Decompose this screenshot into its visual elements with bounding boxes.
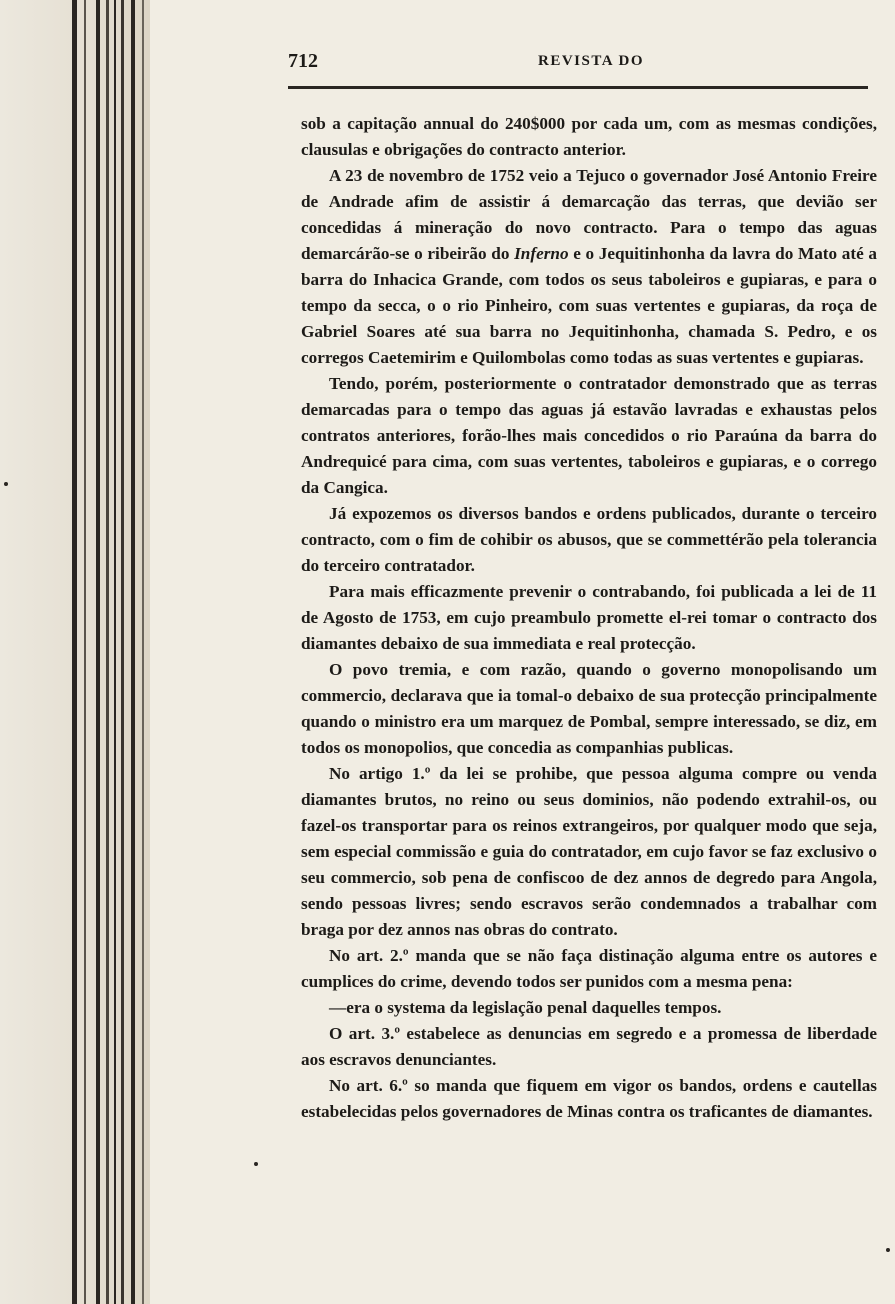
paragraph: —era o systema da legislação penal daquelles tempos.: [329, 998, 722, 1017]
paragraph-text: e o Jequitinhonha da lavra do Mato até a barra do Inhacica Grande, com todos os seus taboleiros e gupiaras, e para o tempo da secca, o o rio Pinheiro, com suas vertentes e gupiaras, da roça de Gabriel Soares até sua barra no Jequitinhonha, chamada S. Pedro, e os corregos Caetemirim e Quilombolas como todas as suas vertentes e gupiaras.: [301, 244, 877, 367]
running-title: REVISTA DO: [538, 53, 644, 69]
binding-line: [72, 0, 77, 1304]
binding-line: [121, 0, 124, 1304]
paragraph: O art. 3.º estabelece as denuncias em segredo e a promessa de liberdade aos escravos denunciantes.: [301, 1024, 877, 1069]
binding-line: [106, 0, 109, 1304]
paragraph: No artigo 1.º da lei se prohibe, que pessoa alguma compre ou venda diamantes brutos, no reino ou seus dominios, não podendo extrahil-os, ou fazel-os transportar para os reinos extrangeiros, por qualquer modo que seja, sem especial commissão e guia do contratador, em cujo favor se faz exclusivo o seu commercio, sob pena de confiscoo de dez annos de degredo para Angola, sendo pessoas livres; sendo escravos serão condemnados a trabalhar com braga por dez annos nas obras do contrato.: [301, 764, 877, 939]
paragraph: Tendo, porém, posteriormente o contratador demonstrado que as terras demarcadas para o tempo das aguas já estavão lavradas e exhaustas pelos contratos anteriores, forão-lhes mais concedidos o rio Paraúna da barra do Andrequicé para cima, com suas vertentes, taboleiros e gupiaras, e o corrego da Cangica.: [301, 374, 877, 497]
paragraph: sob a capitação annual do 240$000 por cada um, com as mesmas condições, clausulas e obrigações do contracto anterior.: [301, 114, 877, 159]
paragraph: Para mais efficazmente prevenir o contrabando, foi publicada a lei de 11 de Agosto de 1753, em cujo preambulo promette el-rei tomar o contracto dos diamantes debaixo de sua immediata e real protecção.: [301, 582, 877, 653]
header-rule: [288, 86, 868, 89]
book-gutter: [0, 0, 150, 1304]
binding-line: [142, 0, 144, 1304]
body-text: [301, 111, 877, 1125]
page-number: 712: [288, 50, 318, 72]
page-header: [288, 48, 868, 78]
margin-mark: [886, 1248, 890, 1252]
binding-line: [96, 0, 100, 1304]
binding-line: [131, 0, 135, 1304]
binding-line: [114, 0, 116, 1304]
italic-term: Inferno: [514, 244, 569, 263]
paragraph: O povo tremia, e com razão, quando o governo monopolisando um commercio, declarava que ia tomal-o debaixo de sua protecção principalmente quando o ministro era um marquez de Pombal, sempre interessado, se diz, em todos os monopolios, que concedia as companhias publicas.: [301, 660, 877, 757]
paragraph: [301, 163, 877, 371]
margin-mark: [4, 482, 8, 486]
binding-line: [84, 0, 86, 1304]
margin-mark: [254, 1162, 258, 1166]
paragraph: No art. 6.º so manda que fiquem em vigor os bandos, ordens e cautellas estabelecidas pelos governadores de Minas contra os traficantes de diamantes.: [301, 1076, 877, 1121]
paragraph: No art. 2.º manda que se não faça distinação alguma entre os autores e cumplices do crime, devendo todos ser punidos com a mesma pena:: [301, 946, 877, 991]
paragraph-text: A 23 de novembro de 1752 veio a Tejuco o governador José Antonio Freire de Andrade afim de assistir á demarcação das terras, que devião ser concedidas á mineração do novo contracto. Para o tempo das aguas demarcárão-se o ribeirão do: [301, 166, 877, 263]
paragraph: Já expozemos os diversos bandos e ordens publicados, durante o terceiro contracto, com o fim de cohibir os abusos, que se commettérão pela tolerancia do terceiro contratador.: [301, 504, 877, 575]
